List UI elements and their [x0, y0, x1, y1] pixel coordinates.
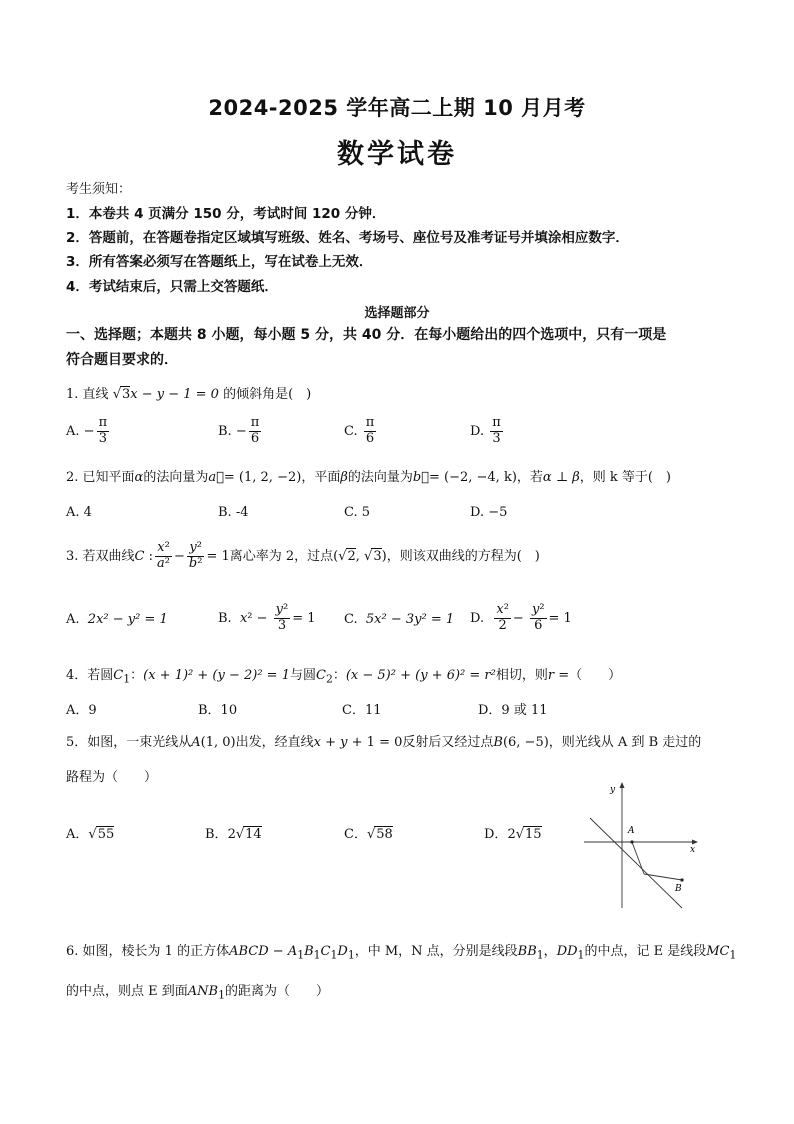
question-5-line1: 5．如图，一束光线从A(1, 0)出发，经直线x + y + 1 = 0反射后又经过点B(6, −5)，则光线从 A 到 B 走过的: [66, 735, 702, 750]
q4-option-a[interactable]: A．9: [66, 703, 97, 718]
q2-option-a[interactable]: A. 4: [66, 505, 92, 520]
question-4: 4．若圆$C_1$：(x + 1)² + (y − 2)² = 1与圆$C_2$：(x − 5)² + (y + 6)² = r²相切，则r =（ ）: [66, 668, 622, 686]
mirror-line: [590, 818, 682, 908]
q5-option-a[interactable]: A．√55: [66, 827, 115, 842]
label-a: A: [628, 826, 635, 836]
q2-option-b[interactable]: B. -4: [218, 505, 249, 520]
x-axis-arrow: [692, 840, 698, 845]
point-b: [680, 878, 683, 881]
exam-title: 2024-2025 学年高二上期 10 月月考: [208, 96, 586, 120]
question-1: 1. 直线 √3x − y − 1 = 0 的倾斜角是( ): [66, 387, 312, 402]
notice-heading: 考生须知：: [66, 182, 132, 197]
notice-item-1: 1．本卷共 4 页满分 150 分，考试时间 120 分钟．: [66, 206, 386, 222]
q4-option-b[interactable]: B．10: [198, 703, 238, 718]
q5-option-c[interactable]: C．√58: [344, 827, 393, 842]
question-3: 3. 若双曲线C : $\frac{\text{x²}}{\text{a²}}$ − $\frac{\text{y²}}{\text{b²}}$ = 1离心率为 2，过点(√2, √3)，则该双曲线的方程为( ): [66, 540, 540, 571]
sqrt-3: √3: [112, 387, 131, 402]
notice-item-3: 3．所有答案必须写在答题纸上，写在试卷上无效．: [66, 254, 373, 270]
q1-option-b[interactable]: B. − $\frac{\pi}{6}$: [218, 415, 260, 446]
q3-option-d[interactable]: D. $\frac{\text{x²}}{2}$ − $\frac{\text{y²}}{6}$ = 1: [470, 602, 572, 633]
label-b: B: [675, 884, 682, 894]
q2-option-d[interactable]: D. −5: [470, 505, 508, 520]
exam-subtitle: 数学试卷: [337, 139, 457, 170]
q3-option-b[interactable]: B. x² − $\frac{\text{y²}}{3}$ = 1: [218, 602, 316, 633]
question-2: 2. 已知平面α的法向量为a⃗= (1, 2, −2)，平面β的法向量为b⃗= (−2, −4, k)，若α ⊥ β，则 k 等于( ): [66, 470, 671, 485]
section-heading: 选择题部分: [364, 306, 430, 321]
reflection-figure: [582, 778, 702, 912]
incident-ray: [632, 842, 644, 874]
y-axis-label: y: [610, 785, 616, 795]
q4-option-c[interactable]: C．11: [342, 703, 382, 718]
q4-option-d[interactable]: D．9 或 11: [478, 703, 548, 718]
part-instructions-line2: 符合题目要求的．: [66, 352, 178, 368]
point-a: [630, 840, 633, 843]
q5-option-b[interactable]: B．2√14: [205, 827, 262, 842]
y-axis-arrow: [620, 782, 625, 788]
notice-item-4: 4．考试结束后，只需上交答题纸．: [66, 279, 278, 295]
x-axis-label: x: [690, 845, 696, 855]
q2-option-c[interactable]: C. 5: [344, 505, 371, 520]
question-6-line1: 6. 如图，棱长为 1 的正方体ABCD − $A_1B_1C_1D_1$，中 M，N 点，分别是线段$BB_1$，$DD_1$的中点，记 E 是线段$MC_1$: [66, 944, 737, 962]
q3-option-c[interactable]: C. 5x² − 3y² = 1: [344, 612, 455, 627]
part-instructions-line1: 一、选择题；本题共 8 小题，每小题 5 分，共 40 分．在每小题给出的四个选项中，只有一项是: [66, 327, 667, 343]
notice-item-2: 2．答题前，在答题卷指定区域填写班级、姓名、考场号、座位号及准考证号并填涂相应数字．: [66, 230, 629, 246]
question-6-line2: 的中点，则点 E 到面$ANB_1$的距离为（ ）: [66, 984, 329, 1002]
question-5-line2: 路程为（ ）: [66, 770, 158, 785]
q1-option-a[interactable]: A. − $\frac{\pi}{3}$: [66, 415, 108, 446]
q1-option-d[interactable]: D. $\frac{\pi}{3}$: [470, 415, 501, 446]
q3-option-a[interactable]: A. 2x² − y² = 1: [66, 612, 168, 627]
q5-option-d[interactable]: D．2√15: [484, 827, 542, 842]
q1-option-c[interactable]: C. $\frac{\pi}{6}$: [344, 415, 375, 446]
